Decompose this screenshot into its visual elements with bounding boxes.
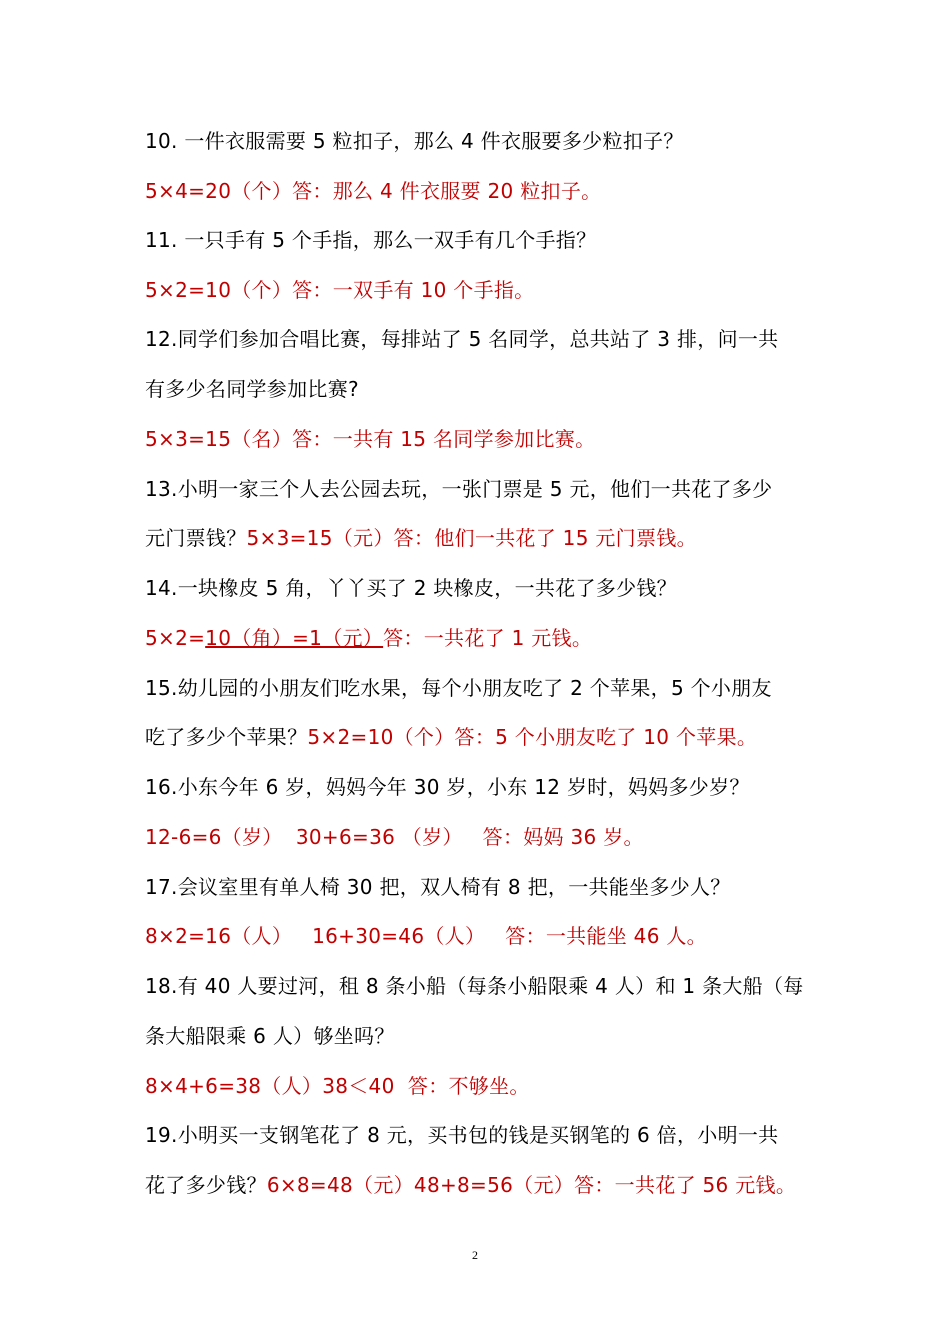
problem-16-answer: 12-6=6（岁） 30+6=36 （岁） 答：妈妈 36 岁。	[145, 825, 644, 849]
problem-15-question-line2: 吃了多少个苹果？	[145, 725, 308, 749]
problem-13-question-line2: 元门票钱？	[145, 526, 247, 550]
problem-11-answer: 5×2=10（个）答：一双手有 10 个手指。	[145, 278, 535, 302]
page-number: 2	[472, 1248, 478, 1262]
problem-14-answer-part1: 5×2=	[145, 626, 206, 650]
problem-17-question: 17.会议室里有单人椅 30 把，双人椅有 8 把，一共能坐多少人？	[145, 875, 731, 899]
problem-19-question-line2: 花了多少钱？	[145, 1173, 267, 1197]
problem-15-question-line1: 15.幼儿园的小朋友们吃水果，每个小朋友吃了 2 个苹果，5 个小朋友	[145, 676, 772, 700]
problem-19-question-line1: 19.小明买一支钢笔花了 8 元，买书包的钱是买钢笔的 6 倍，小明一共	[145, 1123, 779, 1147]
problem-19-line2	[145, 1170, 815, 1200]
problem-15-answer: 5×2=10（个）答：5 个小朋友吃了 10 个苹果。	[307, 725, 758, 749]
problem-19-answer: 6×8=48（元）48+8=56（元）答：一共花了 56 元钱。	[266, 1173, 797, 1197]
problem-17-answer: 8×2=16（人） 16+30=46（人） 答：一共能坐 46 人。	[145, 924, 707, 948]
problem-12-question-line1: 12.同学们参加合唱比赛，每排站了 5 名同学，总共站了 3 排，问一共	[145, 327, 779, 351]
problem-13-question-line1: 13.小明一家三个人去公园去玩，一张门票是 5 元，他们一共花了多少	[145, 477, 773, 501]
problem-11-question: 11. 一只手有 5 个手指，那么一双手有几个手指？	[145, 228, 597, 252]
problem-18-question-line1: 18.有 40 人要过河，租 8 条小船（每条小船限乘 4 人）和 1 条大船（每	[145, 974, 804, 998]
problem-18-question-line2: 条大船限乘 6 人）够坐吗？	[145, 1024, 395, 1048]
problem-13-answer: 5×3=15（元）答：他们一共花了 15 元门票钱。	[246, 526, 697, 550]
problem-18-answer: 8×4+6=38（人）38＜40 答：不够坐。	[145, 1074, 530, 1098]
problem-10-answer: 5×4=20（个）答：那么 4 件衣服要 20 粒扣子。	[145, 179, 602, 203]
problem-14-answer-part3: 答：一共花了 1 元钱。	[383, 626, 593, 650]
problem-14-question: 14.一块橡皮 5 角，丫丫买了 2 块橡皮，一共花了多少钱？	[145, 576, 677, 600]
problem-15-line2	[145, 722, 815, 752]
problem-14-answer-underlined: 10（角）=1（元）	[205, 626, 384, 650]
problem-12-answer: 5×3=15（名）答：一共有 15 名同学参加比赛。	[145, 427, 596, 451]
problem-14-answer	[145, 623, 815, 653]
problem-16-question: 16.小东今年 6 岁，妈妈今年 30 岁，小东 12 岁时，妈妈多少岁？	[145, 775, 750, 799]
problem-12-question-line2: 有多少名同学参加比赛?	[145, 377, 359, 401]
problem-10-question: 10. 一件衣服需要 5 粒扣子，那么 4 件衣服要多少粒扣子？	[145, 129, 684, 153]
problem-13-line2	[145, 523, 815, 553]
